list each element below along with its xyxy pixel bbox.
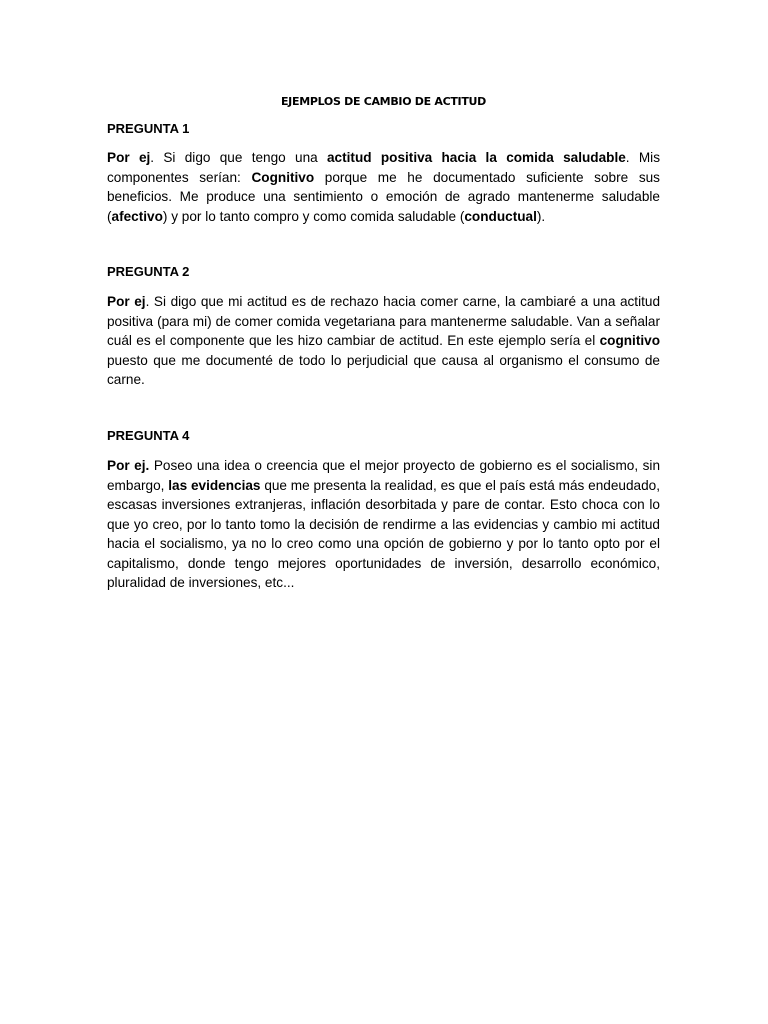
bold-text-run: cognitivo bbox=[599, 333, 660, 348]
section-paragraph bbox=[107, 292, 660, 390]
bold-text-run: actitud positiva hacia la comida saludable bbox=[327, 150, 626, 165]
section-heading: PREGUNTA 1 bbox=[107, 121, 190, 136]
text-run: ). bbox=[536, 208, 546, 224]
text-run: . Si digo que tengo una bbox=[150, 150, 327, 165]
bold-text-run: conductual bbox=[464, 208, 537, 224]
bold-text-run: Cognitivo bbox=[251, 169, 315, 185]
text-run: puesto que me documenté de todo lo perjudicial que causa al organismo el consumo de carne. bbox=[107, 352, 660, 387]
section-heading: PREGUNTA 2 bbox=[107, 264, 190, 279]
text-run: porque me he documentado suficiente sobre sus beneficios. Me produce una sentimiento o emoción de agrado mantenerme saludable ( bbox=[107, 169, 660, 224]
text-run: . Si digo que mi actitud es de rechazo hacia comer carne, la cambiaré a una actitud positiva (para mi) de comer comida vegetariana para mantenerme saludable. Van a señalar cuál es el componente que les hizo cambiar de actitud. En este ejemplo sería el bbox=[107, 294, 661, 348]
document-title: EJEMPLOS DE CAMBIO DE ACTITUD bbox=[280, 95, 487, 108]
bold-text-run: Por ej bbox=[107, 150, 151, 165]
text-run: que me presenta la realidad, es que el país está más endeudado, escasas inversiones extranjeras, inflación desorbitada y pare de contar. Esto choca con lo que yo creo, por lo tanto tomo la decisión de rendirme a las evidencias y cambio mi actitud hacia el socialismo, ya no lo creo como una opción de gobierno y por lo tanto opto por el capitalismo, donde tengo mejores oportunidades de inversión, desarrollo económico, pluralidad de inversiones, etc... bbox=[107, 477, 660, 590]
section-paragraph bbox=[107, 148, 660, 226]
section-heading: PREGUNTA 4 bbox=[107, 428, 190, 443]
bold-text-run: las evidencias bbox=[168, 477, 261, 493]
bold-text-run: Por ej. bbox=[107, 458, 150, 473]
bold-text-run: Por ej bbox=[107, 294, 146, 309]
text-run: Poseo una idea o creencia que el mejor proyecto de gobierno es el socialismo, sin embargo, bbox=[107, 458, 661, 493]
text-run: ) y por lo tanto compro y como comida saludable ( bbox=[162, 208, 465, 224]
bold-text-run: afectivo bbox=[111, 208, 163, 224]
text-run: . Mis componentes serían: bbox=[107, 150, 660, 185]
section-paragraph bbox=[107, 456, 660, 593]
